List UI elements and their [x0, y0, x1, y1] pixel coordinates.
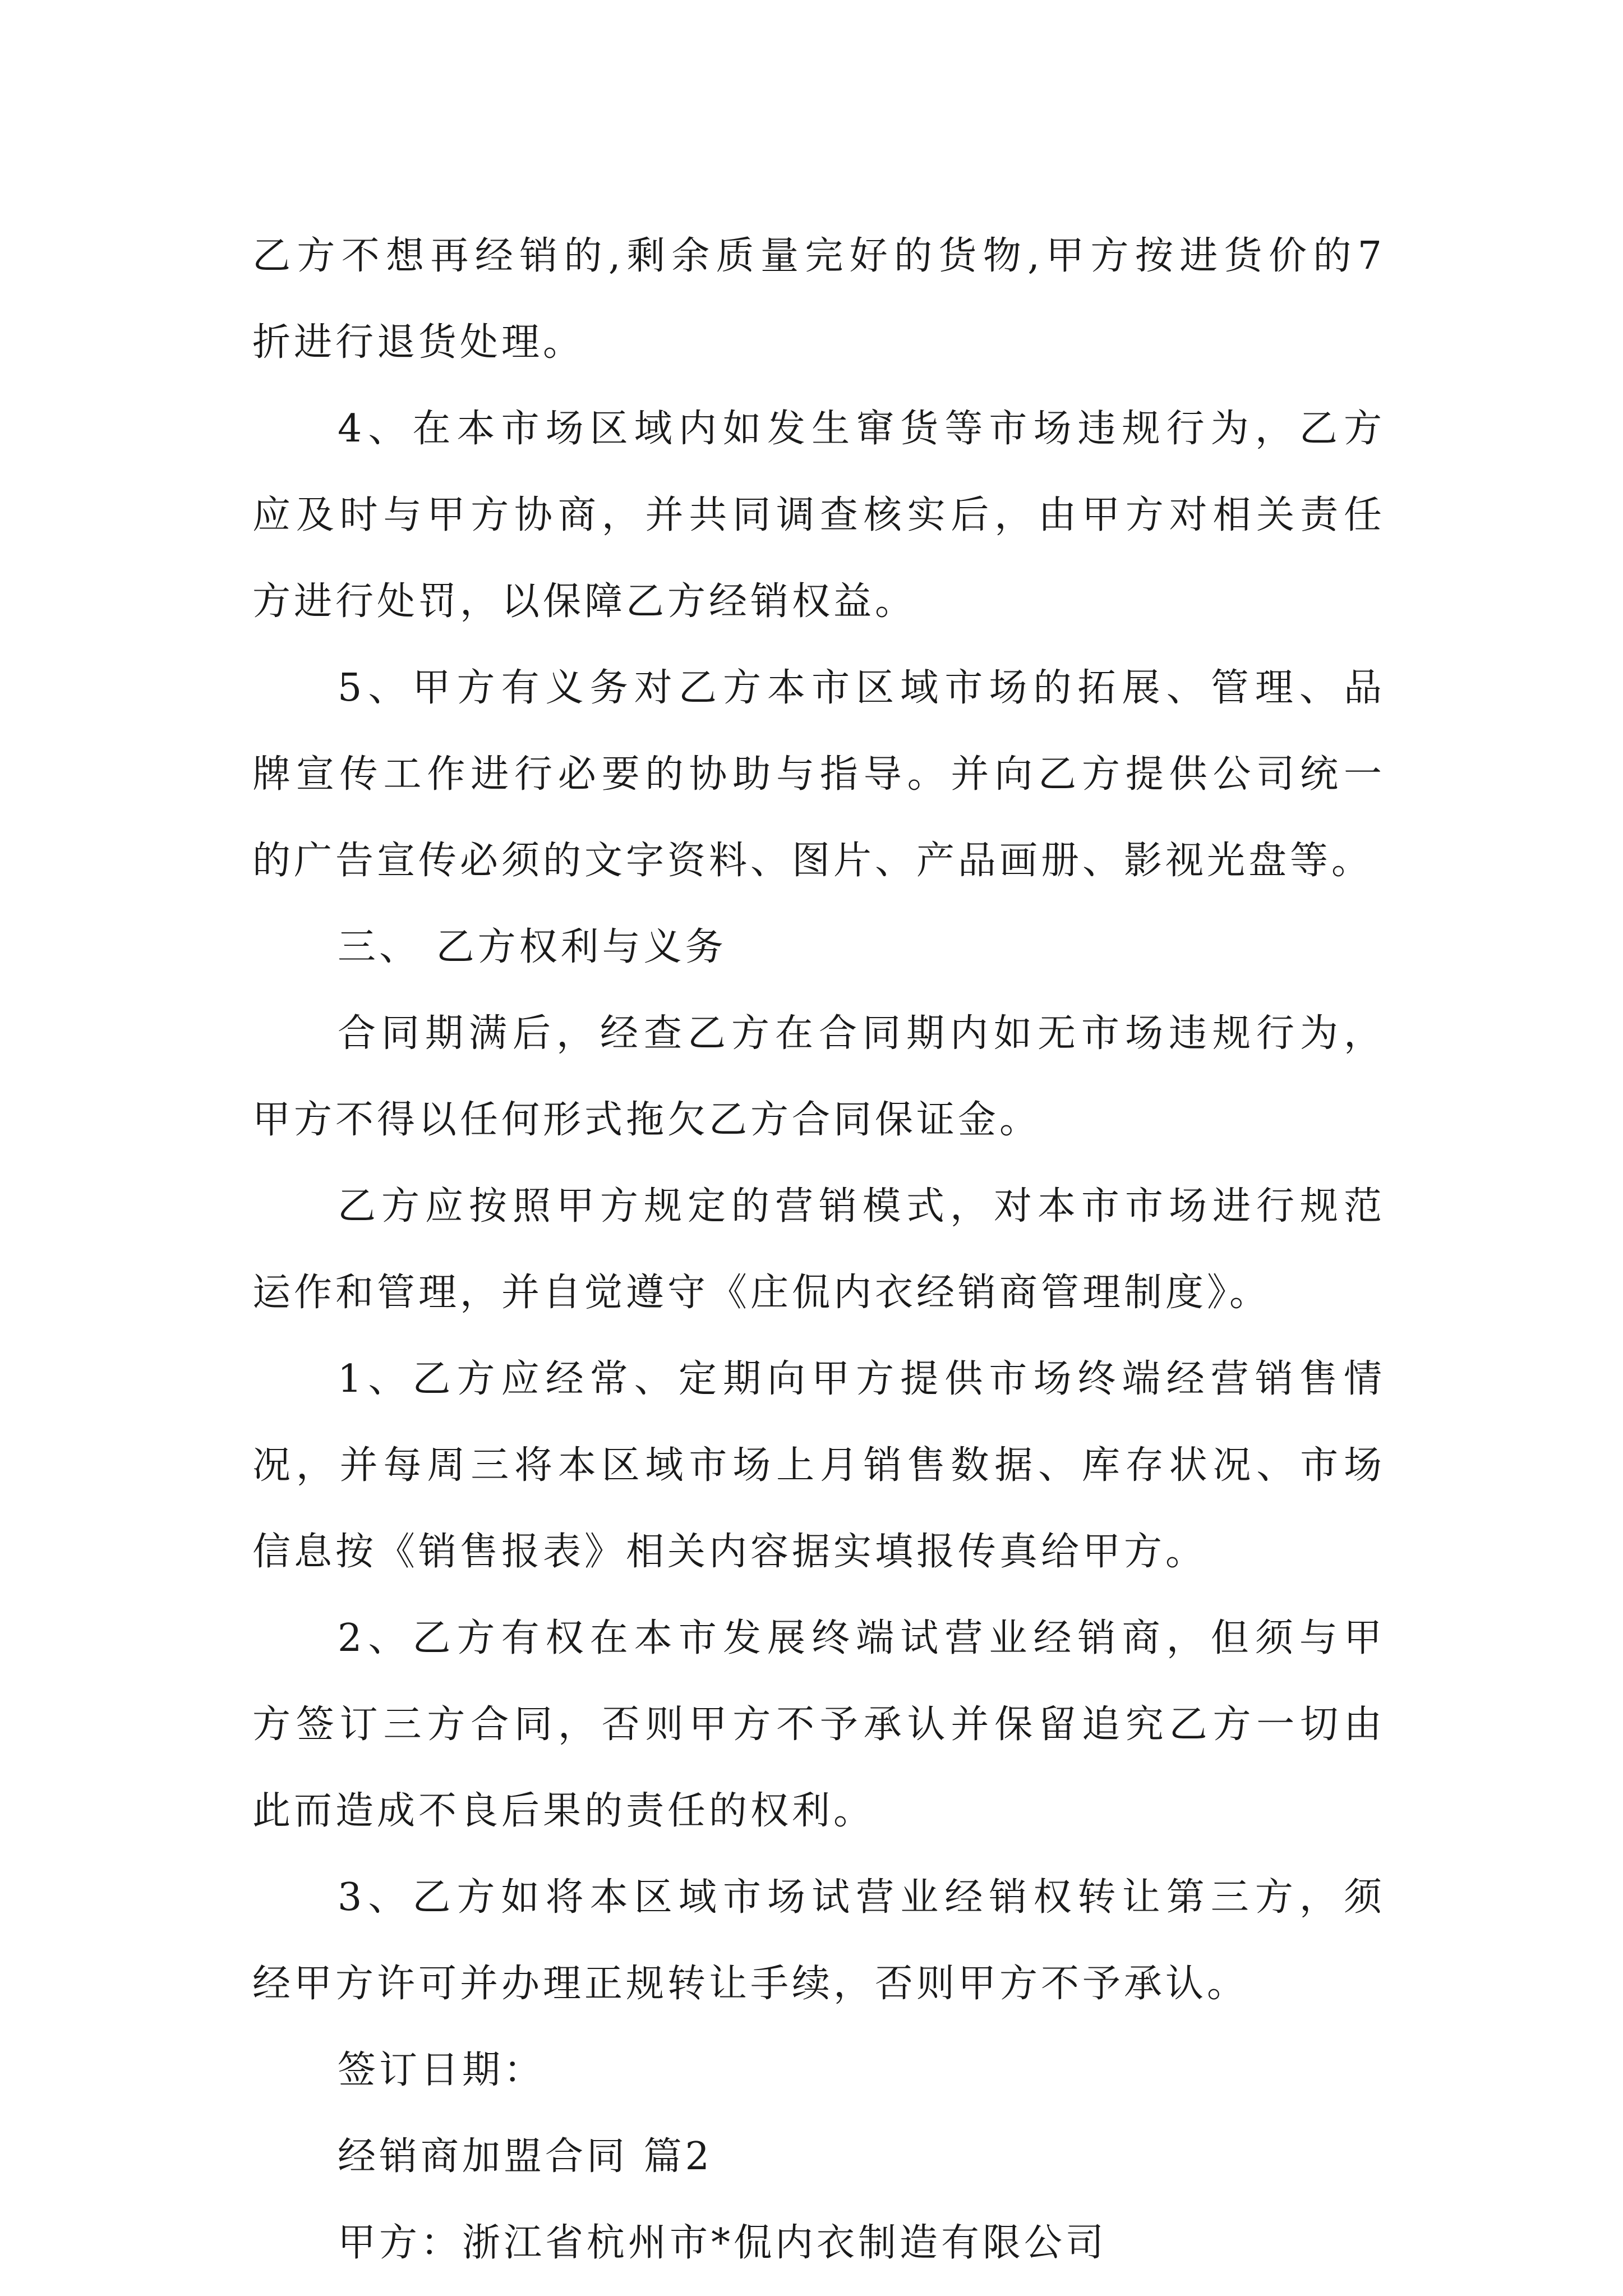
paragraph-p6	[252, 1163, 1385, 1336]
text-line: 乙方不想再经销的,剩余质量完好的货物,甲方按进货价的7	[252, 234, 1385, 278]
text-line: 况，并每周三将本区域市场上月销售数据、库存状况、市场	[252, 1443, 1385, 1488]
paragraph-p8	[252, 1595, 1385, 1855]
paragraph-p7	[252, 1336, 1385, 1595]
text-line: 4、在本市场区域内如发生窜货等市场违规行为，乙方	[338, 407, 1385, 451]
text-line: 甲方不得以任何形式拖欠乙方合同保证金。	[252, 1098, 1041, 1142]
text-line: 乙方应按照甲方规定的营销模式，对本市市场进行规范	[338, 1184, 1385, 1228]
text-line: 甲方：浙江省杭州市*侃内衣制造有限公司	[338, 2221, 1108, 2265]
text-line: 经销商加盟合同 篇2	[338, 2134, 713, 2179]
text-line: 折进行退货处理。	[252, 320, 585, 365]
document-body	[252, 213, 1385, 2286]
text-line: 签订日期：	[338, 2048, 546, 2092]
text-line: 方签订三方合同，否则甲方不予承认并保留追究乙方一切由	[252, 1703, 1385, 1747]
text-line: 1、乙方应经常、定期向甲方提供市场终端经营销售情	[338, 1357, 1385, 1401]
text-line: 经甲方许可并办理正规转让手续，否则甲方不予承认。	[252, 1962, 1249, 2006]
text-line: 合同期满后，经查乙方在合同期内如无市场违规行为，	[338, 1011, 1385, 1056]
text-line: 三、 乙方权利与义务	[338, 925, 727, 969]
text-line: 5、甲方有义务对乙方本市区域市场的拓展、管理、品	[338, 666, 1385, 710]
paragraph-p11	[252, 2114, 1385, 2200]
paragraph-p5	[252, 991, 1385, 1163]
paragraph-p1	[252, 213, 1385, 386]
text-line: 3、乙方如将本区域市场试营业经销权转让第三方，须	[338, 1875, 1385, 1920]
paragraph-p10	[252, 2027, 1385, 2114]
text-line: 应及时与甲方协商，并共同调查核实后，由甲方对相关责任	[252, 493, 1385, 537]
paragraph-p9	[252, 1855, 1385, 2027]
text-line: 2、乙方有权在本市发展终端试营业经销商，但须与甲	[338, 1616, 1385, 1660]
text-line: 信息按《销售报表》相关内容据实填报传真给甲方。	[252, 1530, 1207, 1574]
text-line: 运作和管理，并自觉遵守《庄侃内衣经销商管理制度》。	[252, 1271, 1271, 1315]
text-line: 牌宣传工作进行必要的协助与指导。并向乙方提供公司统一	[252, 752, 1385, 797]
text-line: 方进行处罚，以保障乙方经销权益。	[252, 579, 917, 624]
paragraph-p4	[252, 904, 1385, 991]
paragraph-p3	[252, 645, 1385, 904]
text-line: 此而造成不良后果的责任的权利。	[252, 1789, 875, 1833]
paragraph-p2	[252, 386, 1385, 645]
paragraph-p12	[252, 2200, 1385, 2286]
text-line: 的广告宣传必须的文字资料、图片、产品画册、影视光盘等。	[252, 839, 1373, 883]
